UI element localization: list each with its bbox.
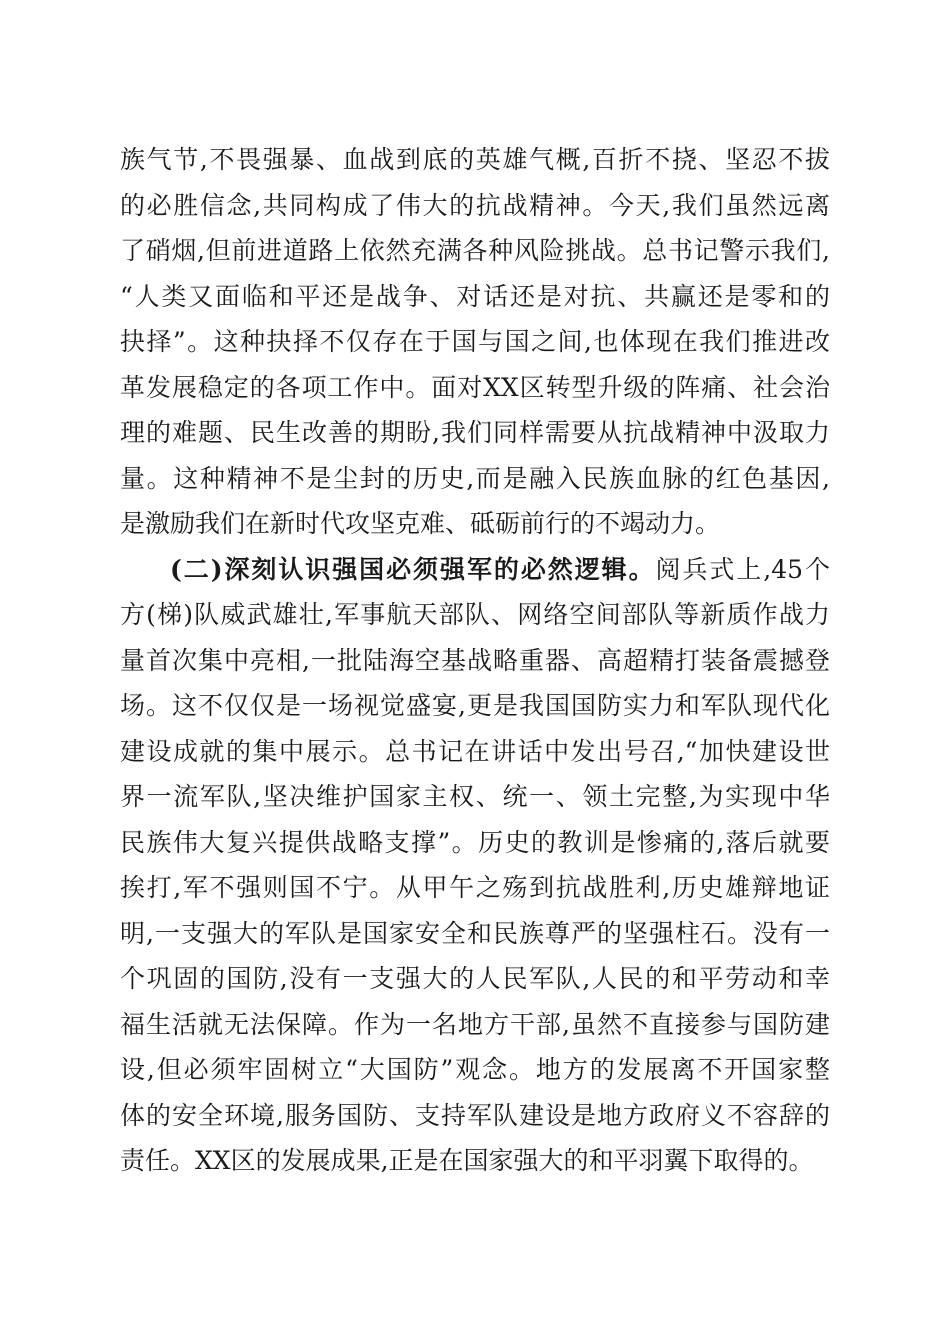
text-line: 量。这种精神不是尘封的历史,而是融入民族血脉的红色基因, <box>120 463 830 493</box>
text-line: 族气节,不畏强暴、血战到底的英雄气概,百折不挠、坚忍不拔 <box>120 145 830 174</box>
text-line: 责任。XX区的发展成果,正是在国家强大的和平羽翼下取得的。 <box>120 1146 814 1175</box>
text-run: 阅兵式上,45个 <box>655 554 830 584</box>
text-line: 量首次集中亮相,一批陆海空基战略重器、高超精打装备震撼登 <box>120 645 830 675</box>
text-line: 民族伟大复兴提供战略支撑”。历史的教训是惨痛的,落后就要 <box>120 827 830 857</box>
text-line: “人类又面临和平还是战争、对话还是对抗、共赢还是零和的 <box>120 281 830 311</box>
text-line: 体的安全环境,服务国防、支持军队建设是地方政府义不容辞的 <box>120 1100 830 1130</box>
text-line: 理的难题、民生改善的期盼,我们同样需要从抗战精神中汲取力 <box>120 418 830 447</box>
text-line: 革发展稳定的各项工作中。面对XX区转型升级的阵痛、社会治 <box>120 372 830 402</box>
text-line: 方(梯)队威武雄壮,军事航天部队、网络空间部队等新质作战力 <box>120 600 830 629</box>
text-line: 的必胜信念,共同构成了伟大的抗战精神。今天,我们虽然远离 <box>120 190 830 220</box>
text-line: 明,一支强大的军队是国家安全和民族尊严的坚强柱石。没有一 <box>120 918 830 948</box>
paragraph-2-first-line <box>120 547 830 593</box>
paragraph-1 <box>120 137 830 547</box>
text-line: 个巩固的国防,没有一支强大的人民军队,人民的和平劳动和幸 <box>120 964 830 993</box>
text-line: 抉择”。这种抉择不仅存在于国与国之间,也体现在我们推进改 <box>120 327 830 356</box>
text-line: 是激励我们在新时代攻坚克难、砥砺前行的不竭动力。 <box>120 509 721 538</box>
text-line: 设,但必须牢固树立“大国防”观念。地方的发展离不开国家整 <box>120 1055 830 1084</box>
paragraph-2 <box>120 547 830 1184</box>
text-line: 了硝烟,但前进道路上依然充满各种风险挑战。总书记警示我们, <box>120 236 830 265</box>
text-line: 挨打,军不强则国不宁。从甲午之殇到抗战胜利,历史雄辩地证 <box>120 873 830 902</box>
text-line: 福生活就无法保障。作为一名地方干部,虽然不直接参与国防建 <box>120 1009 830 1039</box>
text-line: 场。这不仅仅是一场视觉盛宴,更是我国国防实力和军队现代化 <box>120 691 830 720</box>
section-heading: (二)深刻认识强国必须强军的必然逻辑。 <box>170 554 656 584</box>
text-line: 界一流军队,坚决维护国家主权、统一、领土完整,为实现中华 <box>120 782 830 811</box>
document-body <box>120 137 830 1184</box>
text-line: 建设成就的集中展示。总书记在讲话中发出号召,“加快建设世 <box>120 736 830 766</box>
